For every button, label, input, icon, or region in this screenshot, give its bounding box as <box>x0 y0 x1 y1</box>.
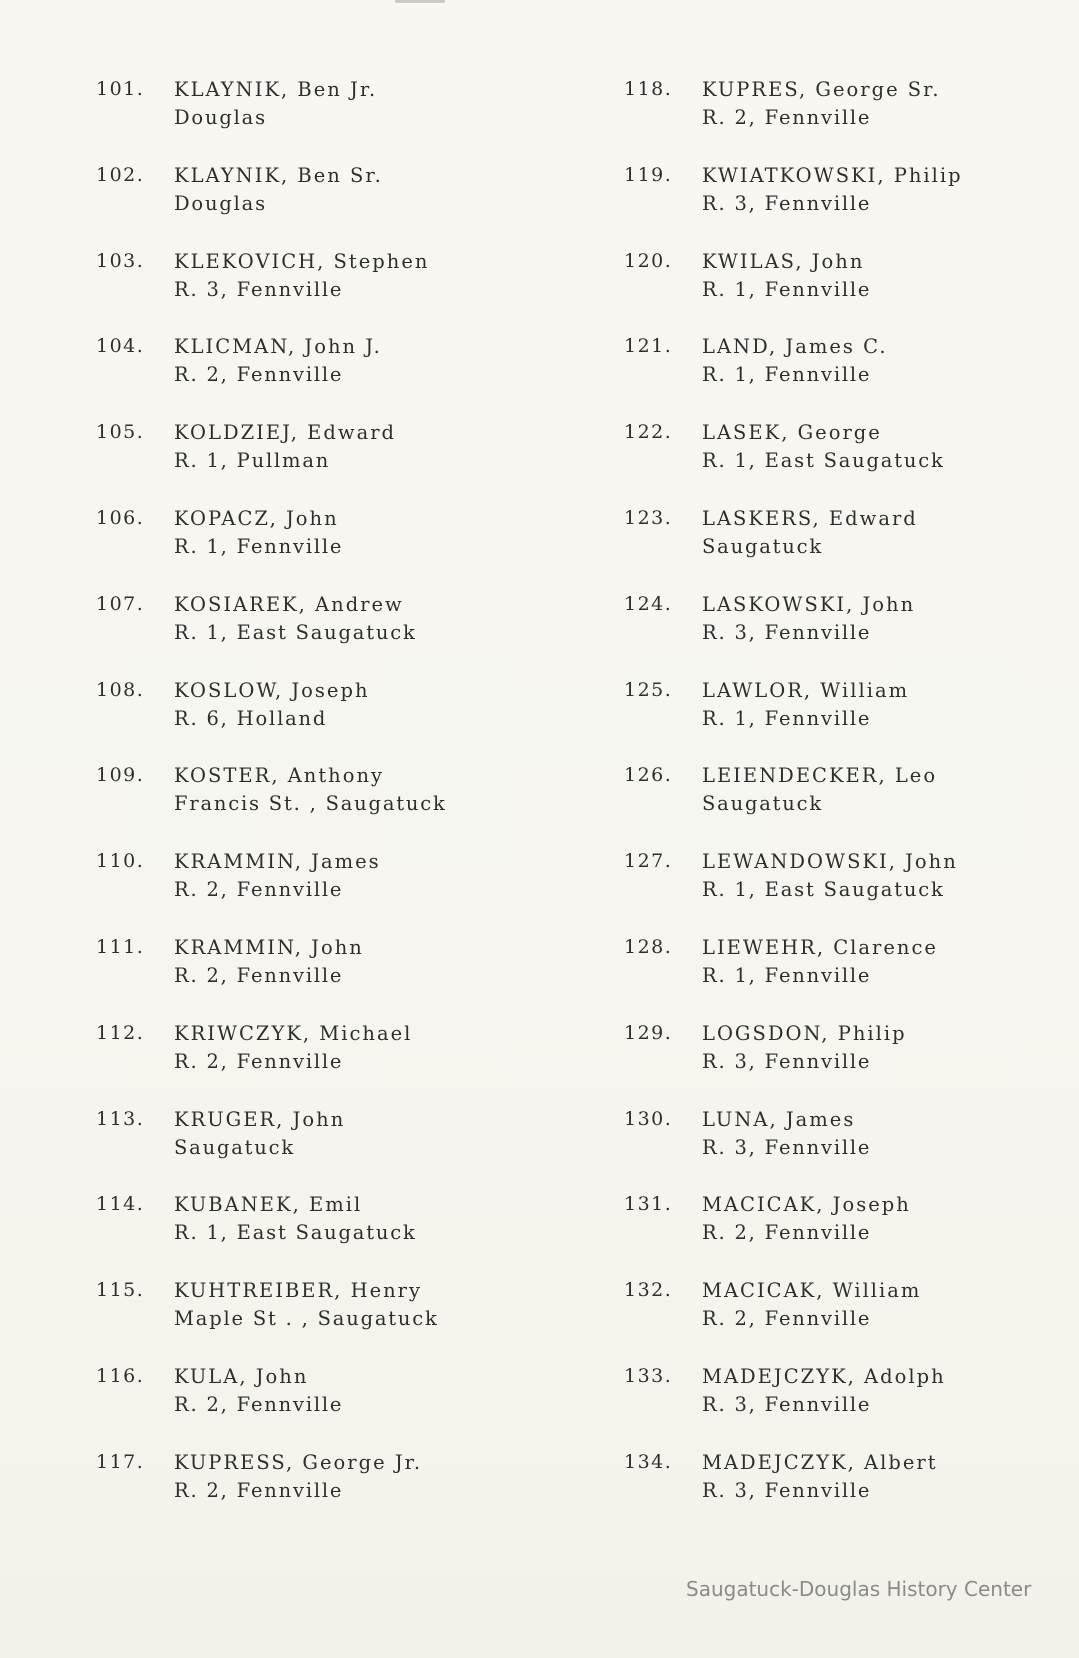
entry-name: LAWLOR, William <box>702 678 910 702</box>
entry-address: R. 2, Fennville <box>174 878 344 902</box>
entry-address: R. 2, Fennville <box>174 363 344 387</box>
entry-number: 126. <box>624 764 673 787</box>
entry-number: 123. <box>624 506 673 529</box>
entry-number: 103. <box>96 249 145 272</box>
entry-address: R. 1, Fennville <box>702 963 872 987</box>
entry-name: LASKOWSKI, John <box>702 592 916 616</box>
entry-address: R. 1, Fennville <box>174 534 344 558</box>
entry-number: 124. <box>624 592 673 615</box>
entry-name: KLEKOVICH, Stephen <box>174 249 430 273</box>
entry-name: KOSTER, Anthony <box>174 764 385 788</box>
entry-address: R. 3, Fennville <box>702 1392 872 1416</box>
entry-number: 105. <box>96 421 145 444</box>
entry-address: Saugatuck <box>702 534 823 558</box>
entry-address: R. 1, East Saugatuck <box>702 449 945 473</box>
entry-name: KWILAS, John <box>702 249 865 273</box>
entry-name: LIEWEHR, Clarence <box>702 935 938 959</box>
entry-address: Douglas <box>174 191 267 215</box>
entry-number: 125. <box>624 678 673 701</box>
entry-address: R. 2, Fennville <box>174 1478 344 1502</box>
entry-name: KLICMAN, John J. <box>174 335 382 359</box>
entry-address: R. 3, Fennville <box>702 1135 872 1159</box>
entry-number: 111. <box>96 935 145 958</box>
entry-name: KUPRESS, George Jr. <box>174 1450 423 1474</box>
entry-number: 131. <box>624 1193 673 1216</box>
entry-address: R. 3, Fennville <box>702 1049 872 1073</box>
entry-number: 104. <box>96 335 145 358</box>
entry-number: 128. <box>624 935 673 958</box>
entry-name: LEIENDECKER, Leo <box>702 764 938 788</box>
entry-name: LOGSDON, Philip <box>702 1021 907 1045</box>
entry-address: R. 1, East Saugatuck <box>702 878 945 902</box>
entry-name: KRUGER, John <box>174 1107 346 1131</box>
entry-name: KOSLOW, Joseph <box>174 678 370 702</box>
entry-number: 121. <box>624 335 673 358</box>
entry-number: 117. <box>96 1450 145 1473</box>
entry-name: KOLDZIEJ, Edward <box>174 421 397 445</box>
entry-address: R. 1, Pullman <box>174 449 331 473</box>
watermark-text: Saugatuck-Douglas History Center <box>686 1577 1032 1601</box>
entry-number: 110. <box>96 850 145 873</box>
entry-number: 129. <box>624 1021 673 1044</box>
entry-number: 122. <box>624 421 673 444</box>
entry-name: KUHTREIBER, Henry <box>174 1279 423 1303</box>
entry-address: Douglas <box>174 106 267 129</box>
entry-name: MACICAK, Joseph <box>702 1193 911 1217</box>
entry-number: 109. <box>96 764 145 787</box>
entry-name: KUPRES, George Sr. <box>702 78 941 101</box>
entry-name: LASEK, George <box>702 421 882 445</box>
entry-number: 115. <box>96 1279 145 1302</box>
entry-address: R. 6, Holland <box>174 706 328 730</box>
entry-number: 116. <box>96 1364 145 1387</box>
entry-number: 132. <box>624 1279 673 1302</box>
entry-number: 112. <box>96 1021 145 1044</box>
entry-name: KLAYNIK, Ben Jr. <box>174 78 378 101</box>
entry-address: Saugatuck <box>174 1135 295 1159</box>
entry-number: 134. <box>624 1450 673 1473</box>
entry-number: 133. <box>624 1364 673 1387</box>
entry-address: Francis St. , Saugatuck <box>174 792 447 816</box>
entry-number: 119. <box>624 163 673 186</box>
entry-number: 106. <box>96 506 145 529</box>
entry-address: R. 3, Fennville <box>702 1478 872 1502</box>
entry-address: R. 2, Fennville <box>702 1307 872 1331</box>
entry-address: R. 2, Fennville <box>174 963 344 987</box>
entry-number: 127. <box>624 850 673 873</box>
entry-address: R. 1, Fennville <box>702 363 872 387</box>
entry-number: 102. <box>96 163 145 186</box>
entry-number: 101. <box>96 78 145 100</box>
entry-number: 108. <box>96 678 145 701</box>
entry-address: Maple St . , Saugatuck <box>174 1307 439 1331</box>
entry-address: R. 1, Fennville <box>702 706 872 730</box>
entry-address: R. 3, Fennville <box>702 620 872 644</box>
entry-number: 107. <box>96 592 145 615</box>
entry-number: 130. <box>624 1107 673 1130</box>
entry-name: LASKERS, Edward <box>702 506 918 530</box>
entry-name: KRIWCZYK, Michael <box>174 1021 413 1045</box>
entry-address: R. 3, Fennville <box>702 191 872 215</box>
entry-name: LEWANDOWSKI, John <box>702 850 958 874</box>
entry-name: KOPACZ, John <box>174 506 339 530</box>
entry-number: 113. <box>96 1107 145 1130</box>
entry-name: MADEJCZYK, Adolph <box>702 1364 946 1388</box>
entry-address: R. 2, Fennville <box>702 106 872 129</box>
entry-name: KLAYNIK, Ben Sr. <box>174 163 383 187</box>
entry-name: MACICAK, William <box>702 1279 922 1303</box>
entry-name: LUNA, James <box>702 1107 856 1131</box>
entry-address: R. 2, Fennville <box>702 1221 872 1245</box>
page-top-mark <box>395 0 445 3</box>
entry-number: 118. <box>624 78 673 100</box>
entry-number: 120. <box>624 249 673 272</box>
entry-name: KOSIAREK, Andrew <box>174 592 404 616</box>
entry-name: LAND, James C. <box>702 335 888 359</box>
entry-address: R. 1, Fennville <box>702 277 872 301</box>
entry-name: KULA, John <box>174 1364 309 1388</box>
entry-name: KRAMMIN, James <box>174 850 381 874</box>
entry-address: R. 3, Fennville <box>174 277 344 301</box>
entry-name: KWIATKOWSKI, Philip <box>702 163 963 187</box>
entry-address: R. 2, Fennville <box>174 1392 344 1416</box>
entry-number: 114. <box>96 1193 145 1216</box>
entry-name: KRAMMIN, John <box>174 935 364 959</box>
entry-name: KUBANEK, Emil <box>174 1193 363 1217</box>
entry-address: R. 2, Fennville <box>174 1049 344 1073</box>
entry-address: R. 1, East Saugatuck <box>174 1221 417 1245</box>
entry-name: MADEJCZYK, Albert <box>702 1450 938 1474</box>
entry-address: Saugatuck <box>702 792 823 816</box>
entry-address: R. 1, East Saugatuck <box>174 620 417 644</box>
